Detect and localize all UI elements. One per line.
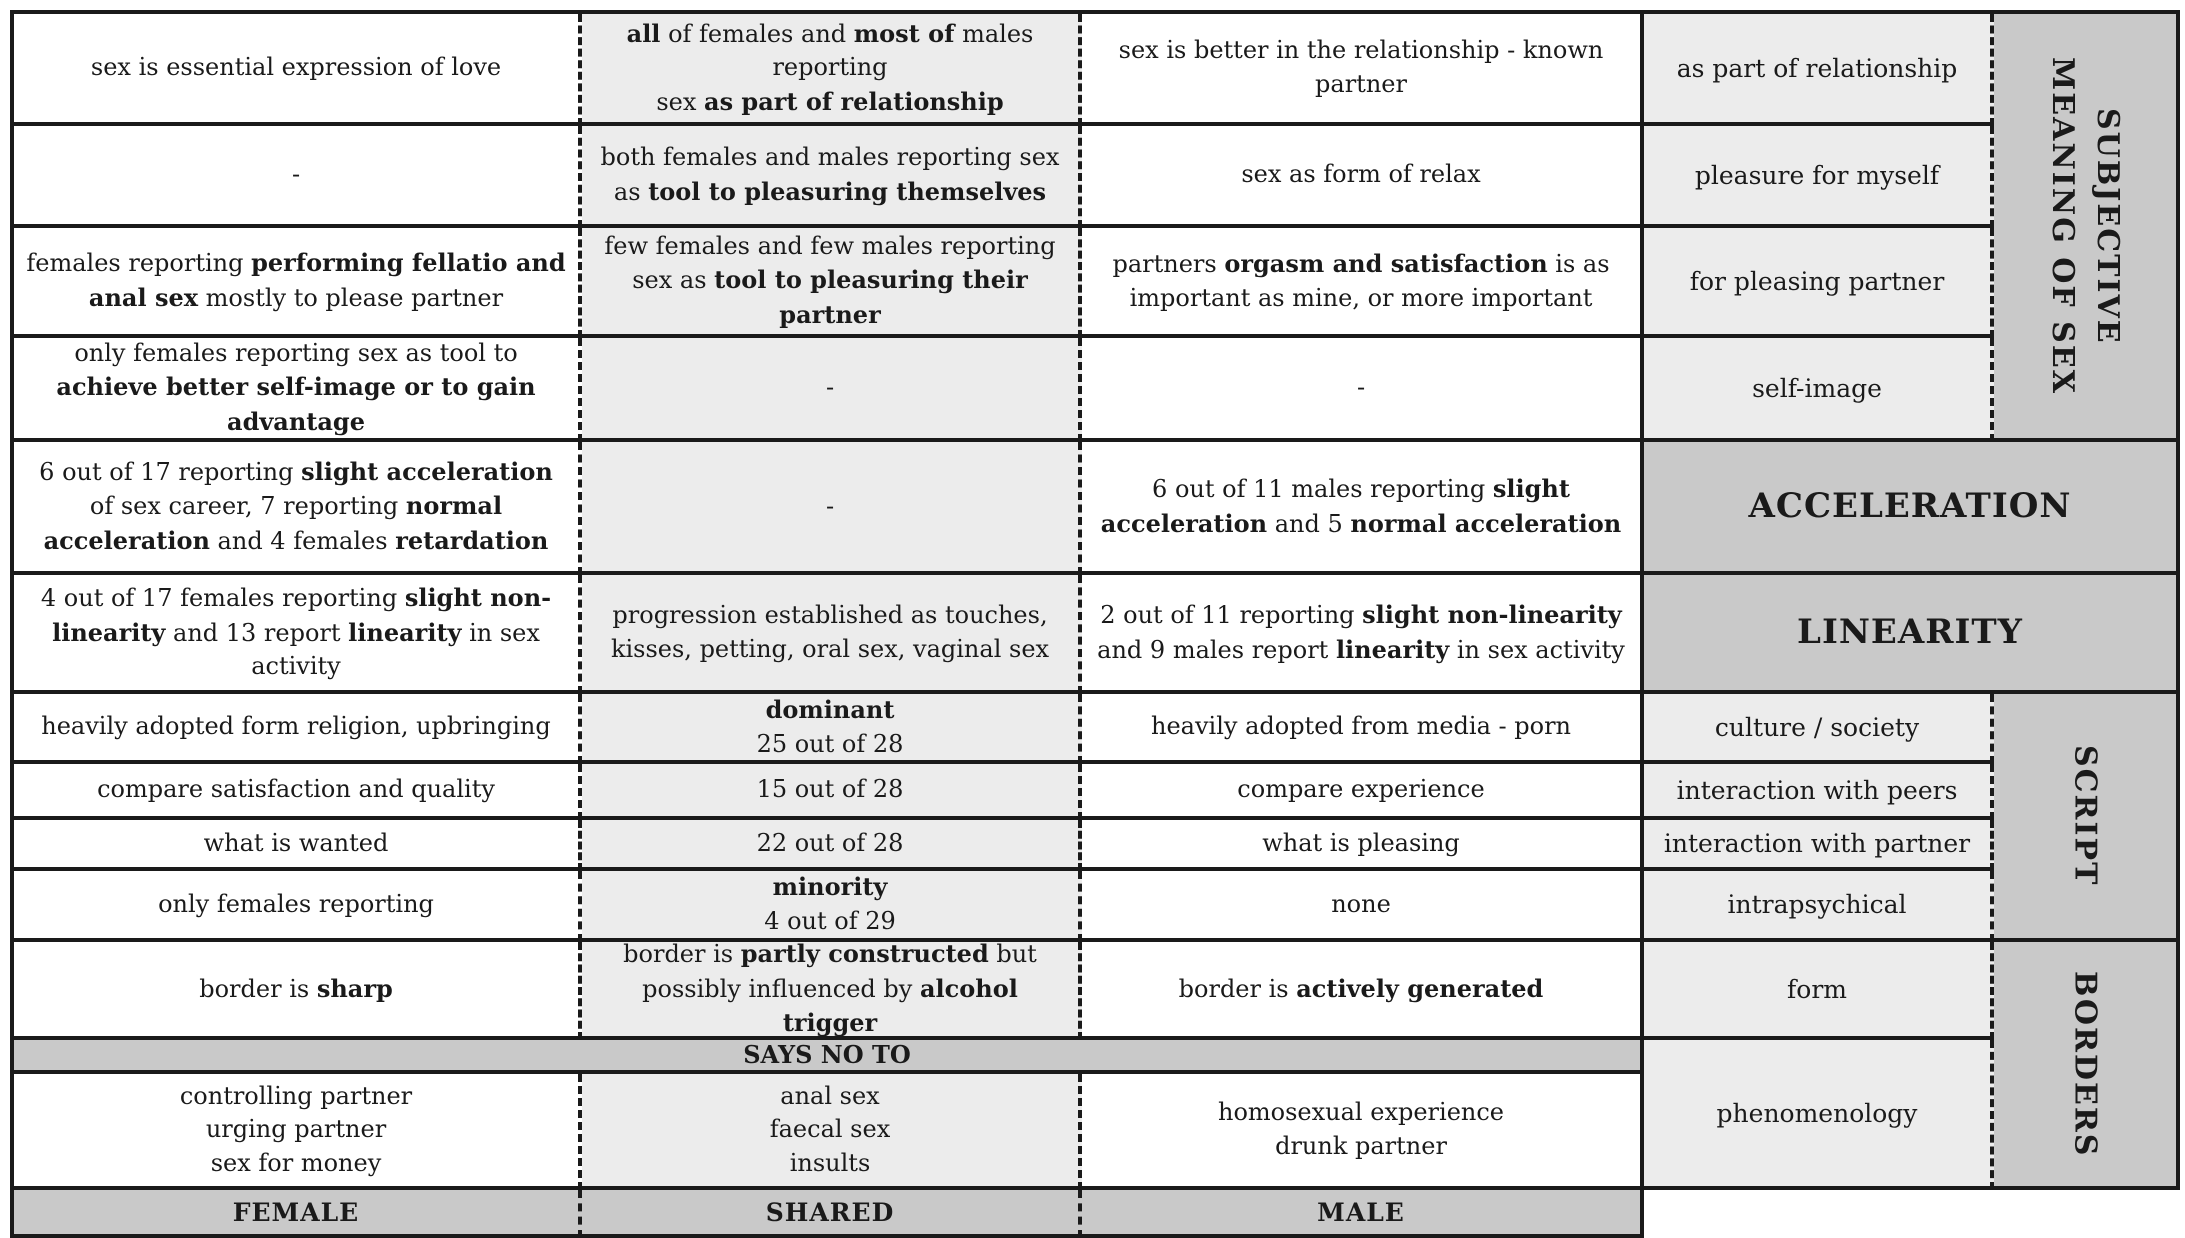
footer-shared: SHARED [582,1190,1082,1238]
cell-male-5: 2 out of 11 reporting slight non-linearity and 9 males report linearity in sex activity [1082,575,1644,694]
cell-category-3: self-image [1644,338,1994,442]
cell-shared-3: - [582,338,1082,442]
cell-category-1: pleasure for myself [1644,126,1994,228]
footer-female: FEMALE [14,1190,582,1238]
cell-female-11: controlling partner urging partner sex for money [14,1074,582,1190]
cell-shared-1: both females and males reporting sex as tool to pleasuring themselves [582,126,1082,228]
cell-male-0: sex is better in the relationship - known partner [1082,14,1644,126]
cell-male-11: homosexual experience drunk partner [1082,1074,1644,1190]
cell-shared-2: few females and few males reporting sex as tool to pleasuring their partner [582,228,1082,338]
cell-female-7: compare satisfaction and quality [14,764,582,820]
cell-shared-4: - [582,442,1082,575]
group-label-linearity: LINEARITY [1644,575,2180,694]
cell-male-9: none [1082,871,1644,942]
cell-shared-10: border is partly constructed but possibly influenced by alcohol trigger [582,942,1082,1040]
footer-male: MALE [1082,1190,1644,1238]
cell-shared-6: dominant 25 out of 28 [582,694,1082,764]
cell-male-2: partners orgasm and satisfaction is as important as mine, or more important [1082,228,1644,338]
group-label-acceleration: ACCELERATION [1644,442,2180,575]
cell-male-6: heavily adopted from media - porn [1082,694,1644,764]
cell-female-9: only females reporting [14,871,582,942]
cell-female-10: border is sharp [14,942,582,1040]
cell-category-8: interaction with partner [1644,820,1994,871]
cell-female-5: 4 out of 17 females reporting slight non-linearity and 13 report linearity in sex activity [14,575,582,694]
cell-female-6: heavily adopted form religion, upbringing [14,694,582,764]
cell-shared-8: 22 out of 28 [582,820,1082,871]
cell-category-0: as part of relationship [1644,14,1994,126]
cell-female-0: sex is essential expression of love [14,14,582,126]
cell-category-7: interaction with peers [1644,764,1994,820]
group-label-script: SCRIPT [1994,694,2180,942]
cell-female-1: - [14,126,582,228]
cell-female-3: only females reporting sex as tool to achieve better self-image or to gain advantage [14,338,582,442]
cell-male-4: 6 out of 11 males reporting slight acceleration and 5 normal acceleration [1082,442,1644,575]
cell-category-10: form [1644,942,1994,1040]
cell-category-9: intrapsychical [1644,871,1994,942]
says-no-to-band: SAYS NO TO [14,1040,1644,1074]
cell-shared-7: 15 out of 28 [582,764,1082,820]
cell-shared-11: anal sex faecal sex insults [582,1074,1082,1190]
group-label-borders: BORDERS [1994,942,2180,1190]
cell-category-11: phenomenology [1644,1040,1994,1190]
cell-male-7: compare experience [1082,764,1644,820]
cell-shared-5: progression established as touches, kisses, petting, oral sex, vaginal sex [582,575,1082,694]
cell-shared-0: all of females and most of males reporting sex as part of relationship [582,14,1082,126]
cell-male-3: - [1082,338,1644,442]
cell-male-8: what is pleasing [1082,820,1644,871]
cell-female-4: 6 out of 17 reporting slight acceleration of sex career, 7 reporting normal acceleration and 4 females retardation [14,442,582,575]
comparison-table [10,10,2180,1238]
cell-category-6: culture / society [1644,694,1994,764]
cell-shared-9: minority 4 out of 29 [582,871,1082,942]
group-label-subjective-meaning-of-sex: SUBJECTIVE MEANING OF SEX [1994,14,2180,442]
cell-female-2: females reporting performing fellatio and anal sex mostly to please partner [14,228,582,338]
cell-female-8: what is wanted [14,820,582,871]
cell-male-10: border is actively generated [1082,942,1644,1040]
cell-category-2: for pleasing partner [1644,228,1994,338]
cell-male-1: sex as form of relax [1082,126,1644,228]
